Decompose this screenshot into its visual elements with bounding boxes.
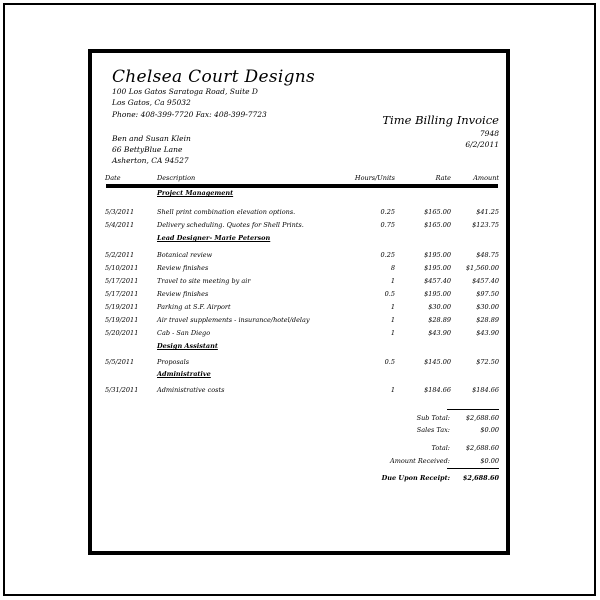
subtotal-value: $2,688.60 <box>465 414 499 422</box>
line-item-row <box>92 251 506 261</box>
line-rate: $28.89 <box>428 316 451 324</box>
line-hours: 1 <box>390 316 395 324</box>
line-rate: $145.00 <box>424 358 451 366</box>
line-item-row <box>92 358 506 368</box>
line-rate: $184.66 <box>424 386 451 394</box>
header-divider <box>106 184 498 188</box>
line-date: 5/10/2011 <box>105 264 139 272</box>
col-header-date: Date <box>105 174 121 182</box>
line-rate: $165.00 <box>424 221 451 229</box>
line-rate: $43.90 <box>428 329 451 337</box>
line-date: 5/19/2011 <box>105 316 139 324</box>
line-description: Travel to site meeting by air <box>157 277 251 285</box>
col-header-rate: Rate <box>435 174 451 182</box>
section-heading: Design Assistant <box>157 342 218 350</box>
col-header-hours: Hours/Units <box>354 174 395 182</box>
line-amount: $43.90 <box>476 329 499 337</box>
client-name: Ben and Susan Klein <box>112 134 191 143</box>
received-label: Amount Received: <box>390 457 450 465</box>
tax-label: Sales Tax: <box>416 426 450 434</box>
line-amount: $48.75 <box>476 251 499 259</box>
col-header-amount: Amount <box>473 174 499 182</box>
line-item-row <box>92 290 506 300</box>
line-description: Cab - San Diego <box>157 329 211 337</box>
tax-value: $0.00 <box>480 426 499 434</box>
invoice-page <box>88 49 510 555</box>
line-description: Shell print combination elevation options. <box>157 208 296 216</box>
line-date: 5/31/2011 <box>105 386 139 394</box>
line-description: Review finishes <box>157 264 209 272</box>
col-header-description: Description <box>157 174 196 182</box>
received-value: $0.00 <box>480 457 499 465</box>
line-amount: $30.00 <box>476 303 499 311</box>
total-label: Total: <box>431 444 450 452</box>
due-label: Due Upon Receipt: <box>381 474 450 482</box>
line-amount: $41.25 <box>476 208 499 216</box>
company-phone-fax: Phone: 408-399-7720 Fax: 408-399-7723 <box>112 110 267 119</box>
invoice-title: Time Billing Invoice <box>382 113 499 127</box>
line-hours: 0.25 <box>380 208 395 216</box>
line-rate: $195.00 <box>424 251 451 259</box>
company-address-1: 100 Los Gatos Saratoga Road, Suite D <box>112 87 258 96</box>
line-date: 5/17/2011 <box>105 290 139 298</box>
line-amount: $97.50 <box>476 290 499 298</box>
company-logo: Chelsea Court Designs <box>112 67 316 87</box>
line-amount: $184.66 <box>472 386 499 394</box>
invoice-number: 7948 <box>479 129 499 138</box>
line-description: Botanical review <box>157 251 213 259</box>
line-date: 5/5/2011 <box>105 358 135 366</box>
client-city: Asherton, CA 94527 <box>112 156 189 165</box>
subtotal-label: Sub Total: <box>416 414 450 422</box>
line-description: Proposals <box>157 358 190 366</box>
line-rate: $457.40 <box>424 277 451 285</box>
line-rate: $195.00 <box>424 290 451 298</box>
line-description: Parking at S.F. Airport <box>157 303 231 311</box>
client-street: 66 BettyBlue Lane <box>112 145 183 154</box>
line-item-row <box>92 386 506 396</box>
line-hours: 0.75 <box>380 221 395 229</box>
line-description: Review finishes <box>157 290 209 298</box>
line-description: Administrative costs <box>157 386 225 394</box>
line-item-row <box>92 264 506 274</box>
line-hours: 1 <box>390 386 395 394</box>
line-date: 5/17/2011 <box>105 277 139 285</box>
line-date: 5/19/2011 <box>105 303 139 311</box>
line-rate: $30.00 <box>428 303 451 311</box>
line-item-row <box>92 221 506 231</box>
line-item-row <box>92 277 506 287</box>
line-hours: 1 <box>390 329 395 337</box>
line-item-row <box>92 303 506 313</box>
due-value: $2,688.60 <box>462 474 499 482</box>
line-amount: $1,560.00 <box>465 264 499 272</box>
line-amount: $72.50 <box>476 358 499 366</box>
line-hours: 1 <box>390 303 395 311</box>
line-rate: $165.00 <box>424 208 451 216</box>
section-heading: Lead Designer- Marie Peterson <box>157 234 271 242</box>
section-heading: Administrative <box>157 370 211 378</box>
line-date: 5/2/2011 <box>105 251 135 259</box>
line-rate: $195.00 <box>424 264 451 272</box>
company-address-2: Los Gatos, Ca 95032 <box>112 98 191 107</box>
line-date: 5/4/2011 <box>105 221 135 229</box>
line-description: Delivery scheduling. Quotes for Shell Prints. <box>157 221 304 229</box>
line-date: 5/3/2011 <box>105 208 135 216</box>
line-hours: 1 <box>390 277 395 285</box>
line-hours: 0.5 <box>384 290 395 298</box>
invoice-date: 6/2/2011 <box>465 140 499 149</box>
line-amount: $457.40 <box>472 277 499 285</box>
total-value: $2,688.60 <box>465 444 499 452</box>
due-rule <box>447 468 499 469</box>
section-heading: Project Management <box>157 189 234 197</box>
line-hours: 0.25 <box>380 251 395 259</box>
line-description: Air travel supplements - insurance/hotel/delay <box>157 316 310 324</box>
line-hours: 8 <box>390 264 395 272</box>
line-item-row <box>92 316 506 326</box>
line-item-row <box>92 208 506 218</box>
line-amount: $28.89 <box>476 316 499 324</box>
subtotal-rule <box>447 409 499 410</box>
line-amount: $123.75 <box>472 221 499 229</box>
line-hours: 0.5 <box>384 358 395 366</box>
line-item-row <box>92 329 506 339</box>
line-date: 5/20/2011 <box>105 329 139 337</box>
